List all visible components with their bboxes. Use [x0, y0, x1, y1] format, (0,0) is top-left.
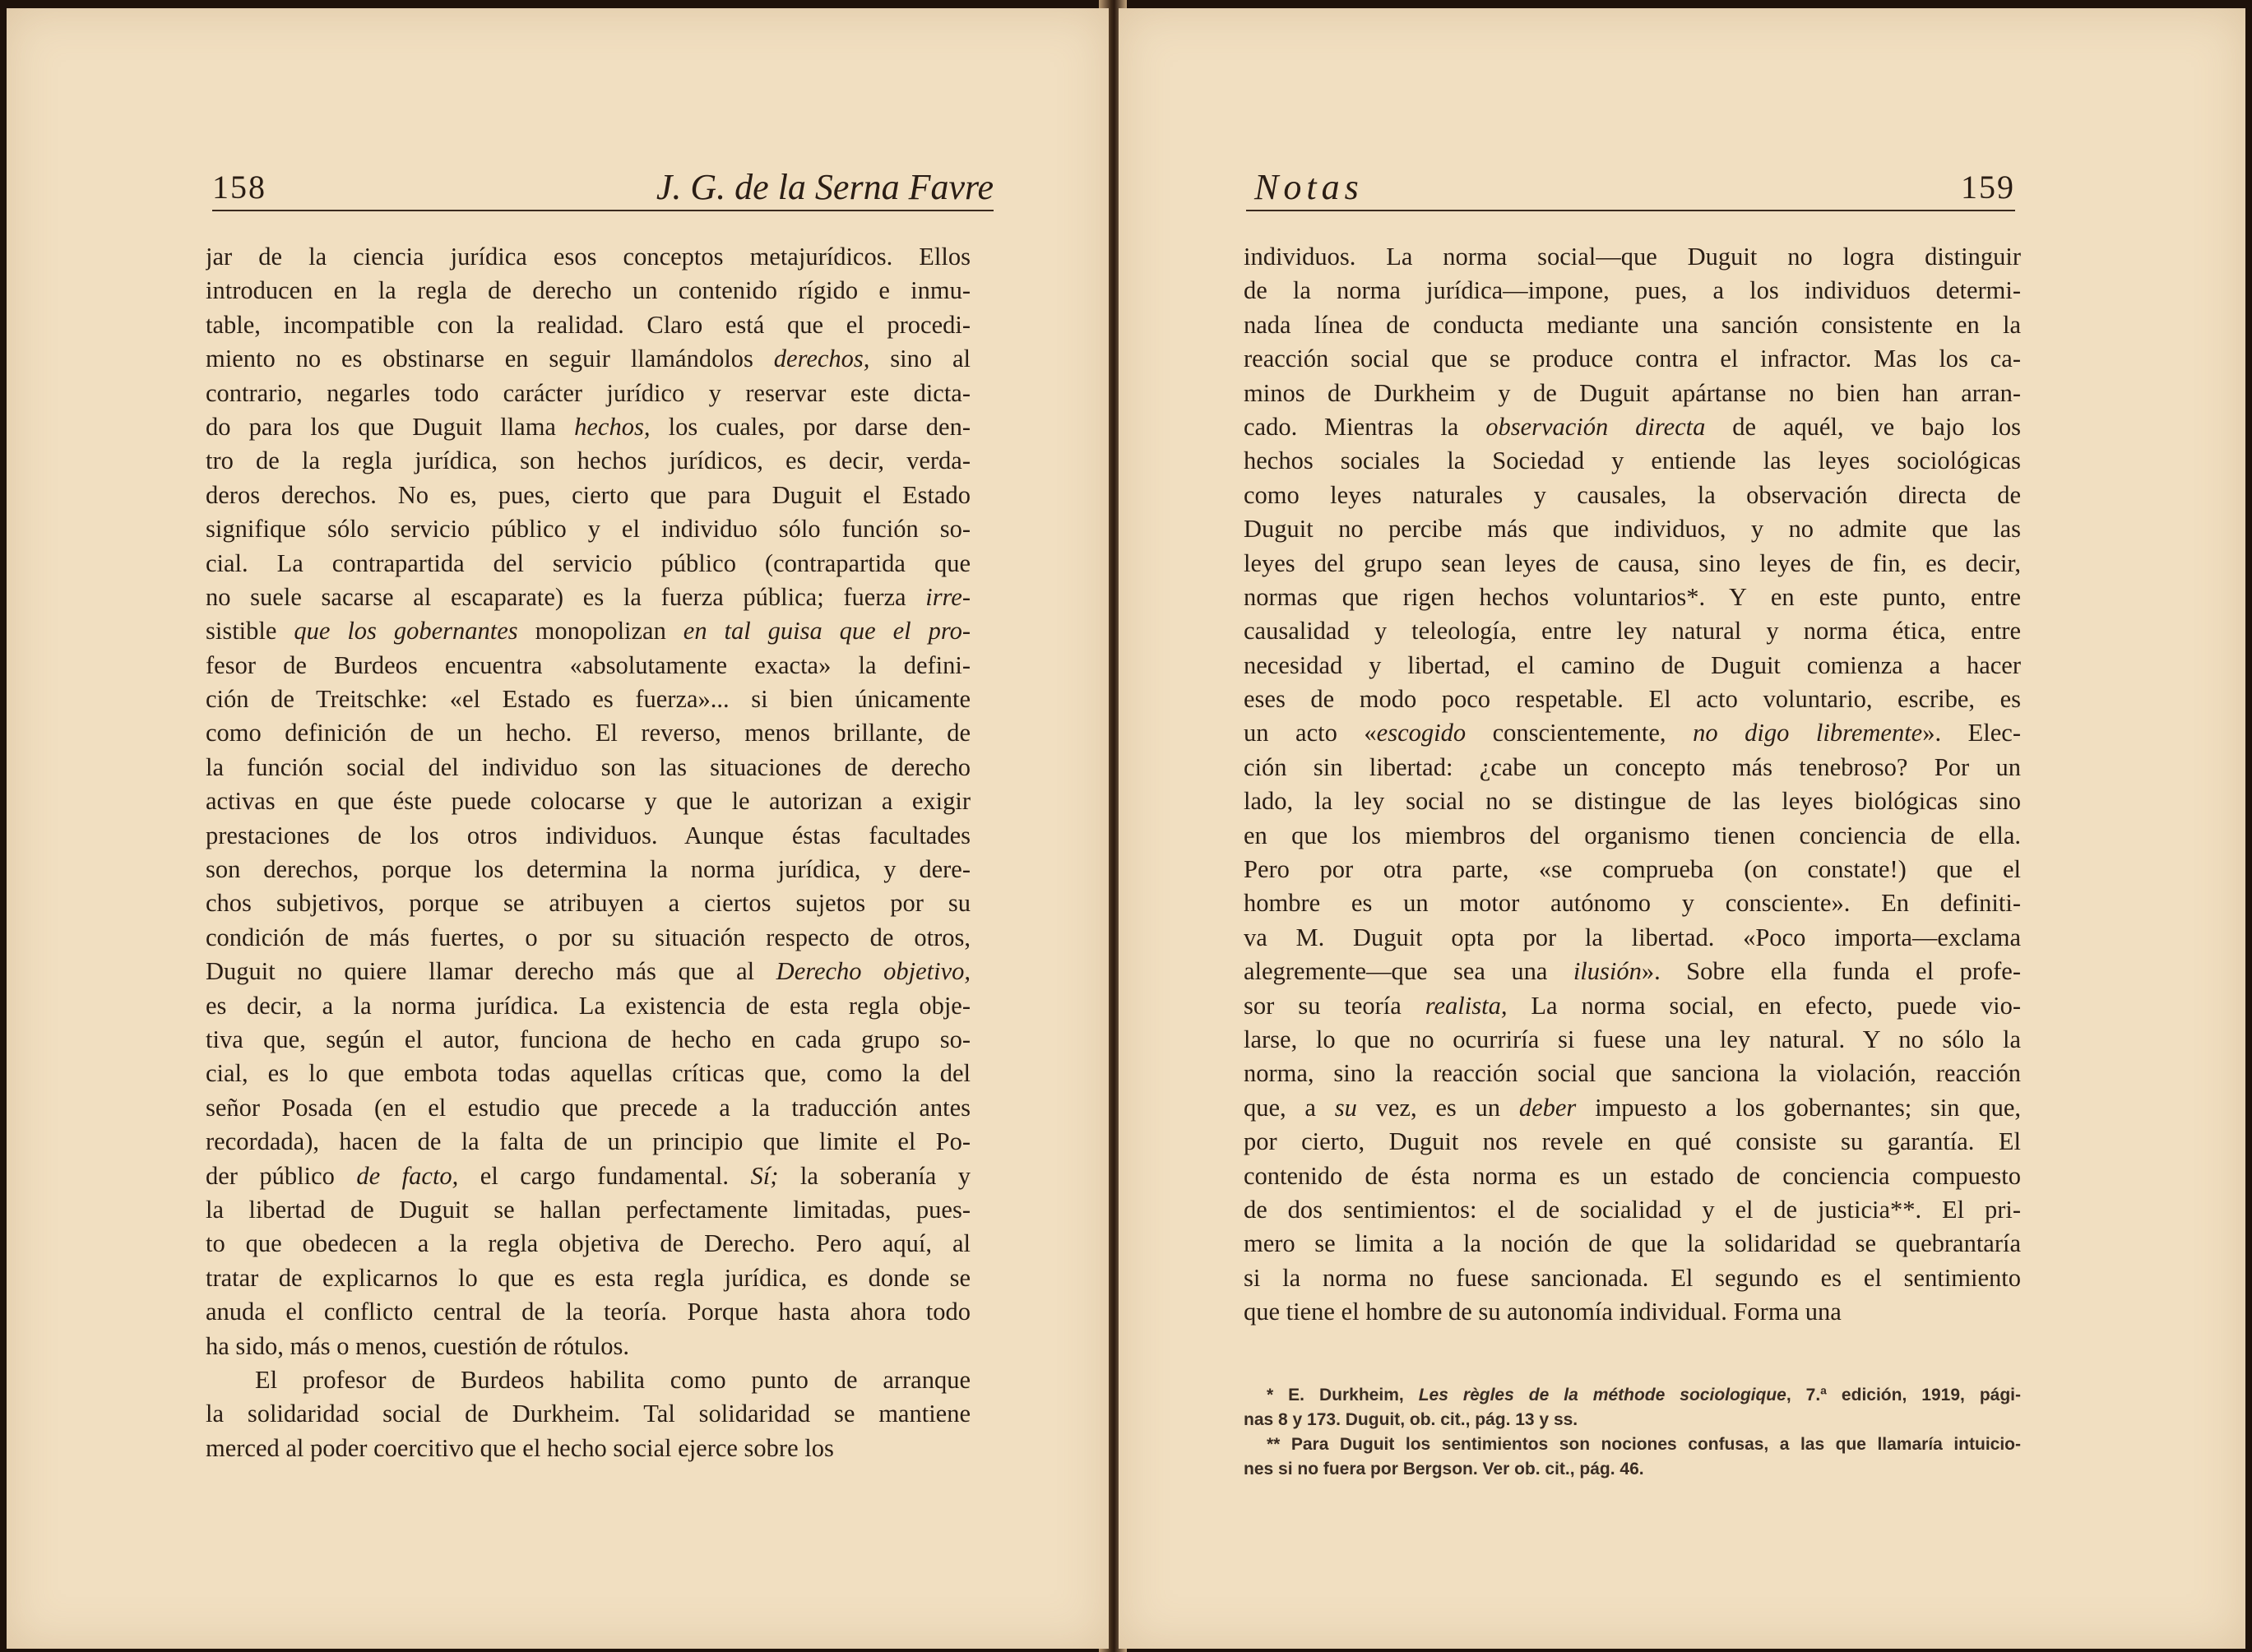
text-line: activas en que éste puede colocarse y que le autorizan a exigir — [206, 787, 971, 816]
text-line: va M. Duguit opta por la libertad. «Poco importa—exclama — [1244, 923, 2021, 951]
text-line: la libertad de Duguit se hallan perfectamente limitadas, pues- — [206, 1195, 971, 1224]
text-line: que, a su vez, es un deber impuesto a los gobernantes; sin que, — [1244, 1093, 2021, 1122]
text-line: jar de la ciencia jurídica esos conceptos metajurídicos. Ellos — [206, 243, 971, 271]
text-line: señor Posada (en el estudio que precede a la traducción antes — [206, 1093, 971, 1122]
text-line: signifique sólo servicio público y el individuo sólo función so- — [206, 515, 971, 544]
text-line: cial, es lo que embota todas aquellas críticas que, como la del — [206, 1059, 971, 1088]
text-line: ción sin libertad: ¿cabe un concepto más tenebroso? Por un — [1244, 752, 2021, 781]
text-line: table, incompatible con la realidad. Claro está que el procedi- — [206, 310, 971, 339]
text-line: por cierto, Duguit nos revele en qué consiste su garantía. El — [1244, 1127, 2021, 1156]
text-line: es decir, a la norma jurídica. La existencia de esta regla obje- — [206, 991, 971, 1020]
text-line: son derechos, porque los determina la norma jurídica, y dere- — [206, 855, 971, 884]
text-line: introducen en la regla de derecho un contenido rígido e inmu- — [206, 276, 971, 305]
text-line: deros derechos. No es, pues, cierto que para Duguit el Estado — [206, 480, 971, 509]
right-running-head: Notas — [1254, 167, 1364, 207]
text-line: fesor de Burdeos encuentra «absolutamente exacta» la defini- — [206, 650, 971, 679]
right-page — [1119, 8, 2245, 1649]
text-line: alegremente—que sea una ilusión». Sobre ella funda el profe- — [1244, 957, 2021, 986]
text-line: El profesor de Burdeos habilita como punto de arranque — [255, 1365, 971, 1394]
text-line: ción de Treitschke: «el Estado es fuerza»... si bien únicamente — [206, 685, 971, 714]
footnote-line: ** Para Duguit los sentimientos son nociones confusas, a las que llamaría intuicio- — [1267, 1435, 2021, 1454]
text-line: Duguit no percibe más que individuos, y no admite que las — [1244, 515, 2021, 544]
footnotes — [1244, 1383, 2021, 1482]
text-line: recordada), hacen de la falta de un principio que limite el Po- — [206, 1127, 971, 1156]
text-line: causalidad y teleología, entre ley natural y norma ética, entre — [1244, 617, 2021, 646]
text-line: un acto «escogido conscientemente, no digo libremente». Elec- — [1244, 719, 2021, 747]
text-line: miento no es obstinarse en seguir llamándolos derechos, sino al — [206, 345, 971, 373]
text-line: de dos sentimientos: el de socialidad y el de justicia**. El pri- — [1244, 1195, 2021, 1224]
text-line: cado. Mientras la observación directa de aquél, ve bajo los — [1244, 412, 2021, 441]
left-page-number: 158 — [212, 169, 266, 206]
text-line: necesidad y libertad, el camino de Duguit comienza a hacer — [1244, 650, 2021, 679]
text-line: condición de más fuertes, o por su situación respecto de otros, — [206, 923, 971, 951]
left-page — [7, 8, 1109, 1649]
text-line: do para los que Duguit llama hechos, los cuales, por darse den- — [206, 412, 971, 441]
text-line: tratar de explicarnos lo que es esta regla jurídica, es donde se — [206, 1263, 971, 1292]
text-line: en que los miembros del organismo tienen conciencia de ella. — [1244, 821, 2021, 849]
text-line: la solidaridad social de Durkheim. Tal solidaridad se mantiene — [206, 1400, 971, 1428]
text-line: contenido de ésta norma es un estado de conciencia compuesto — [1244, 1161, 2021, 1190]
text-line: la función social del individuo son las situaciones de derecho — [206, 752, 971, 781]
text-line: merced al poder coercitivo que el hecho social ejerce sobre los — [206, 1433, 834, 1462]
footnote-line: nas 8 y 173. Duguit, ob. cit., pág. 13 y ss. — [1244, 1410, 1578, 1429]
text-line: hechos sociales la Sociedad y entiende las leyes sociológicas — [1244, 447, 2021, 475]
text-line: Duguit no quiere llamar derecho más que al Derecho objetivo, — [206, 957, 971, 986]
text-line: como definición de un hecho. El reverso, menos brillante, de — [206, 719, 971, 747]
text-line: de la norma jurídica—impone, pues, a los individuos determi- — [1244, 276, 2021, 305]
text-line: larse, lo que no ocurriría si fuese una ley natural. Y no sólo la — [1244, 1025, 2021, 1053]
text-line: reacción social que se produce contra el infractor. Mas los ca- — [1244, 345, 2021, 373]
right-page-number: 159 — [1961, 169, 2015, 206]
text-line: norma, sino la reacción social que sanciona la violación, reacción — [1244, 1059, 2021, 1088]
text-line: sor su teoría realista, La norma social, en efecto, puede vio- — [1244, 991, 2021, 1020]
text-line: que tiene el hombre de su autonomía individual. Forma una — [1244, 1298, 1842, 1326]
text-line: der público de facto, el cargo fundamental. Sí; la soberanía y — [206, 1161, 971, 1190]
left-page-body — [206, 240, 971, 1465]
text-line: minos de Durkheim y de Duguit apártanse no bien han arran- — [1244, 378, 2021, 407]
left-running-head: J. G. de la Serna Favre — [656, 167, 994, 207]
text-line: si la norma no fuese sancionada. El segundo es el sentimiento — [1244, 1263, 2021, 1292]
right-page-header — [1246, 169, 2015, 211]
left-page-header — [212, 169, 994, 211]
text-line: contrario, negarles todo carácter jurídico y reservar este dicta- — [206, 378, 971, 407]
right-page-body — [1244, 240, 2021, 1330]
text-line: tro de la regla jurídica, son hechos jurídicos, es decir, verda- — [206, 447, 971, 475]
text-line: lado, la ley social no se distingue de las leyes biológicas sino — [1244, 787, 2021, 816]
text-line: Pero por otra parte, «se comprueba (on constate!) que el — [1244, 855, 2021, 884]
text-line: nada línea de conducta mediante una sanción consistente en la — [1244, 310, 2021, 339]
text-line: chos subjetivos, porque se atribuyen a ciertos sujetos por su — [206, 889, 971, 918]
text-line: eses de modo poco respetable. El acto voluntario, escribe, es — [1244, 685, 2021, 714]
text-line: no suele sacarse al escaparate) es la fuerza pública; fuerza irre- — [206, 582, 971, 611]
footnote-line: * E. Durkheim, Les règles de la méthode sociologique, 7.ª edición, 1919, pági- — [1267, 1386, 2021, 1404]
text-line: cial. La contrapartida del servicio público (contrapartida que — [206, 548, 971, 577]
text-line: tiva que, según el autor, funciona de hecho en cada grupo so- — [206, 1025, 971, 1053]
text-line: prestaciones de los otros individuos. Aunque éstas facultades — [206, 821, 971, 849]
text-line: ha sido, más o menos, cuestión de rótulos. — [206, 1331, 630, 1360]
text-line: sistible que los gobernantes monopolizan en tal guisa que el pro- — [206, 617, 971, 646]
footnote-line: nes si no fuera por Bergson. Ver ob. cit., pág. 46. — [1244, 1460, 1644, 1478]
text-line: normas que rigen hechos voluntarios*. Y en este punto, entre — [1244, 582, 2021, 611]
text-line: individuos. La norma social—que Duguit no logra distinguir — [1244, 243, 2021, 271]
text-line: to que obedecen a la regla objetiva de Derecho. Pero aquí, al — [206, 1229, 971, 1258]
text-line: anuda el conflicto central de la teoría. Porque hasta ahora todo — [206, 1298, 971, 1326]
text-line: hombre es un motor autónomo y consciente». En definiti- — [1244, 889, 2021, 918]
text-line: mero se limita a la noción de que la solidaridad se quebrantaría — [1244, 1229, 2021, 1258]
text-line: leyes del grupo sean leyes de causa, sino leyes de fin, es decir, — [1244, 548, 2021, 577]
text-line: como leyes naturales y causales, la observación directa de — [1244, 480, 2021, 509]
